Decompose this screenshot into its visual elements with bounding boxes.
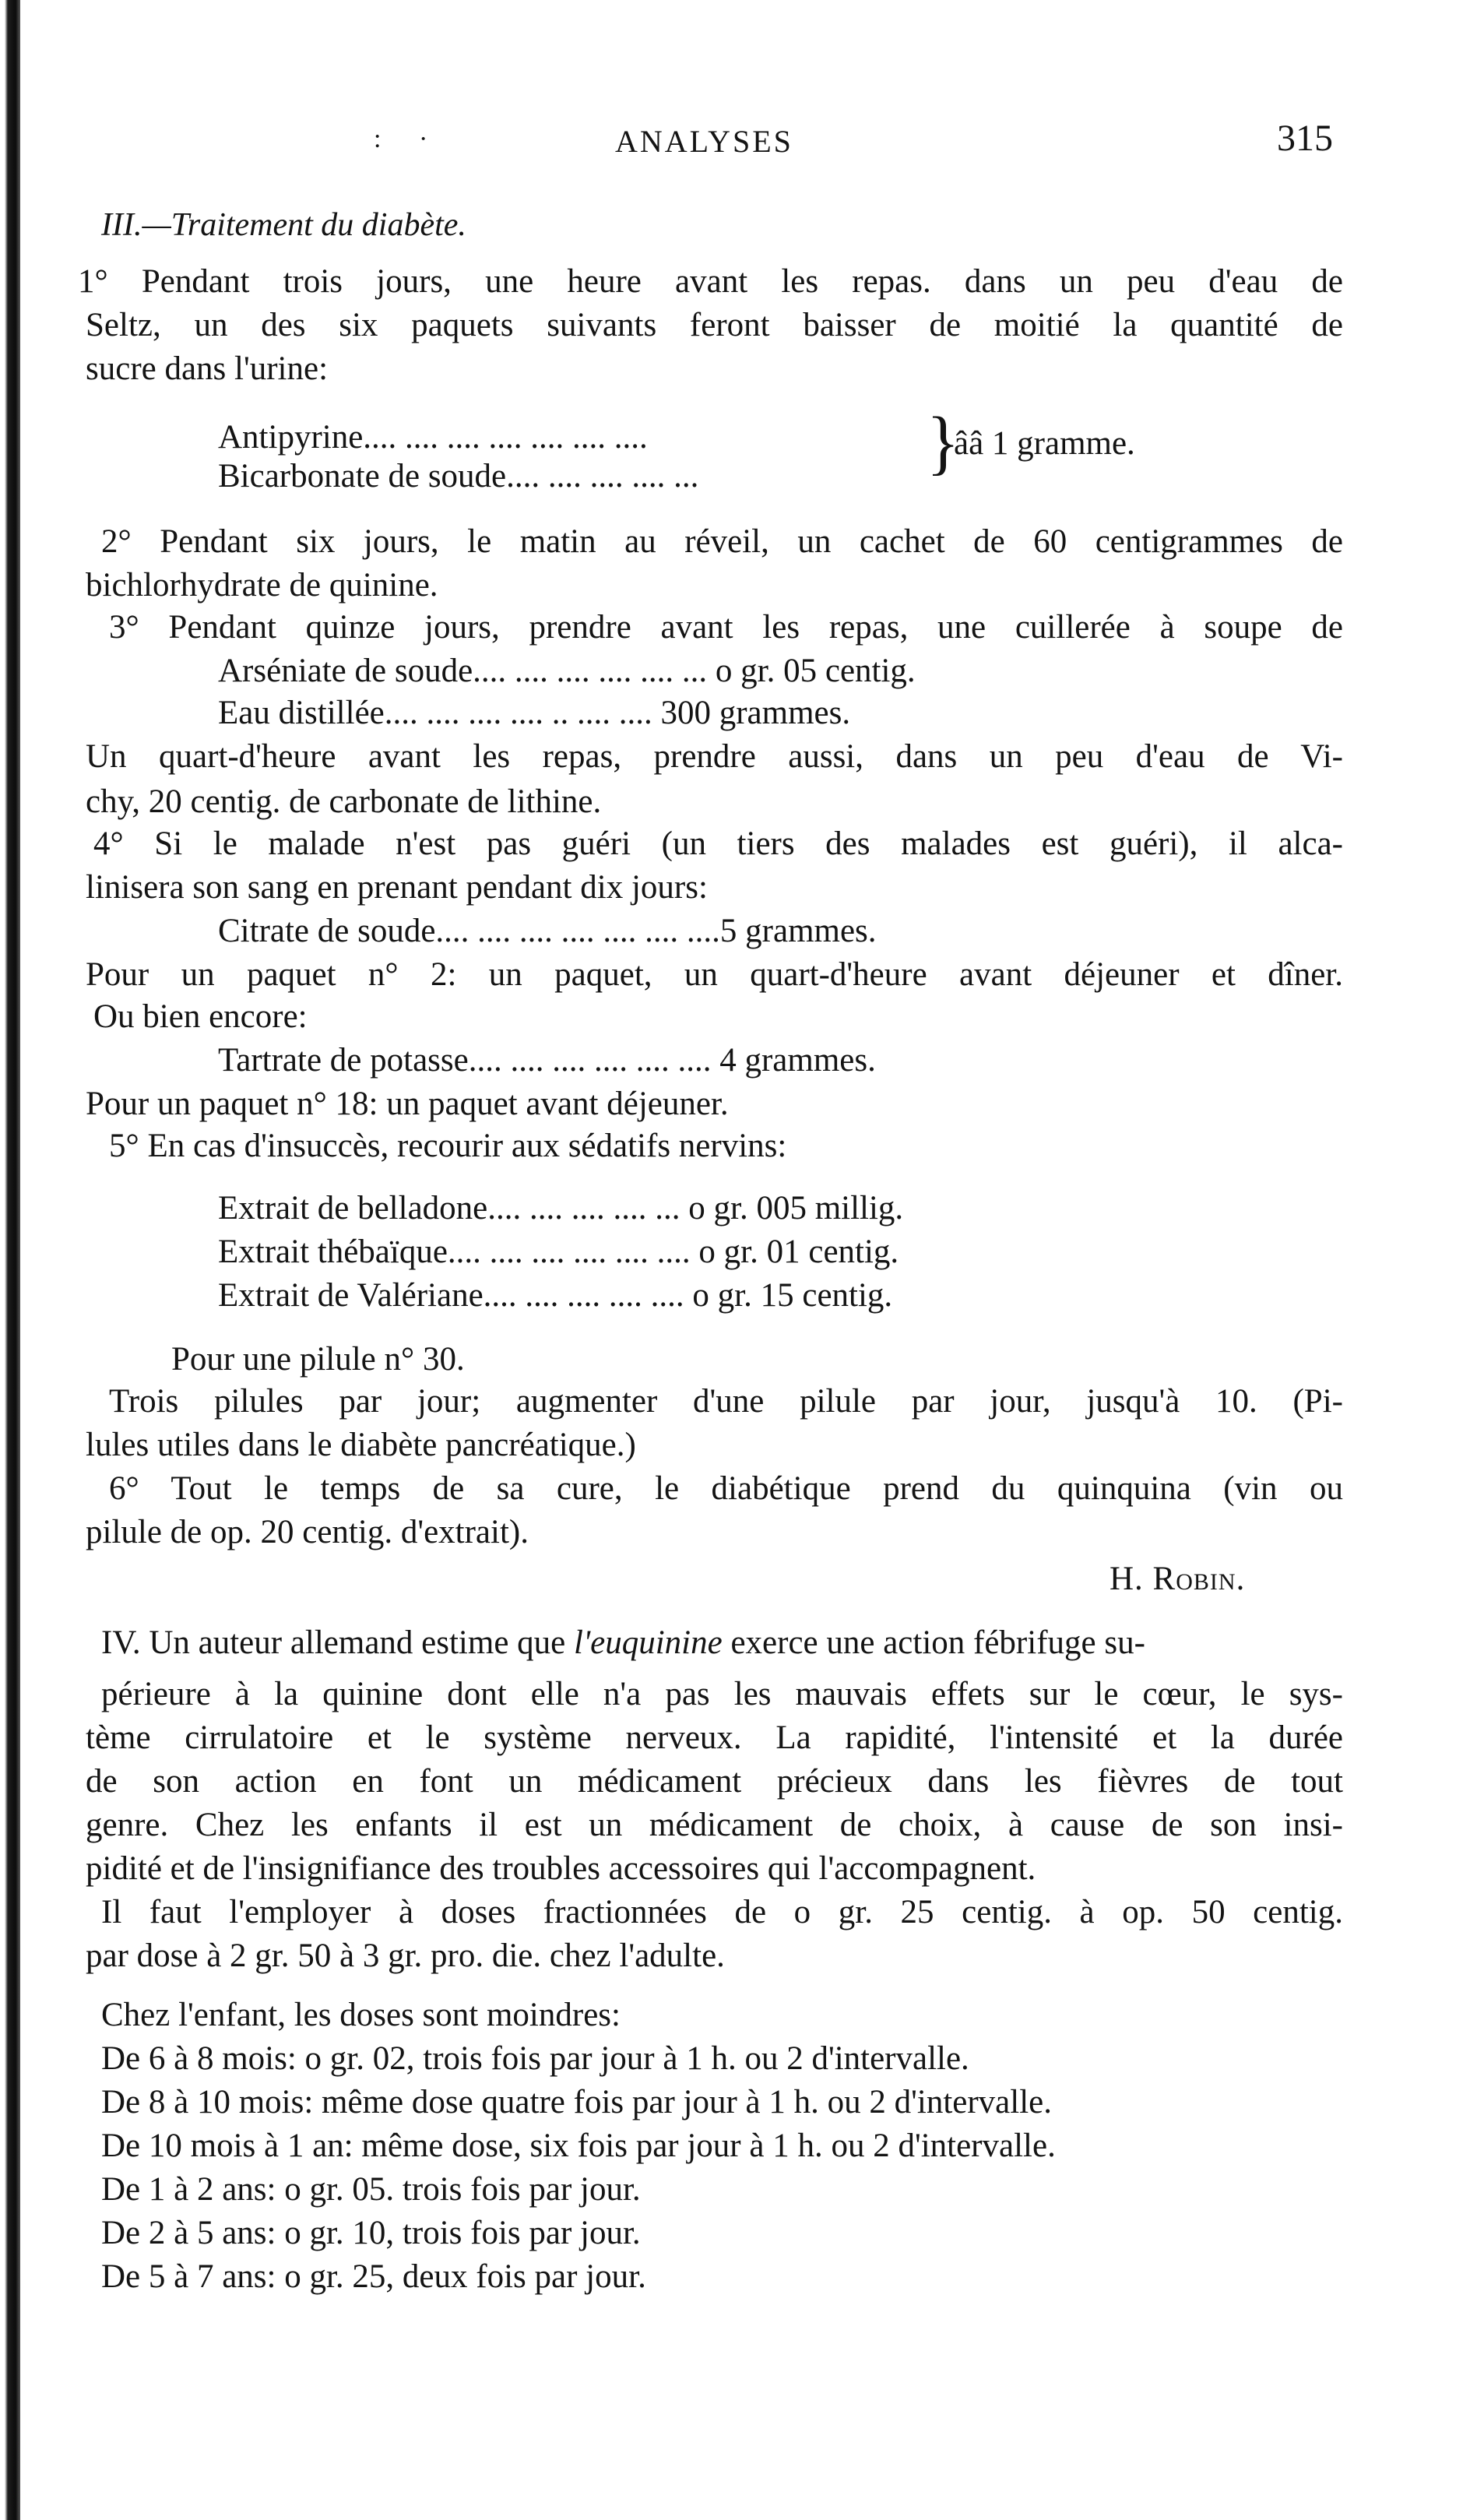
formula-dose: ââ 1 gramme. [954,425,1135,462]
formula-line: Eau distillée.... .... .... .... .. .... .... 300 grammes. [218,695,851,731]
formula-line: Arséniate de soude.... .... .... .... .... ... o gr. 05 centig. [218,653,916,689]
paragraph-line: genre. Chez les enfants il est un médicament de choix, à cause de son insi- [86,1807,1343,1843]
paragraph-line: Il faut l'employer à doses fractionnées de o gr. 25 centig. à op. 50 centig. [101,1894,1343,1930]
paragraph-line: 1° Pendant trois jours, une heure avant les repas. dans un peu d'eau de [78,263,1343,300]
dose-line: De 1 à 2 ans: o gr. 05. trois fois par jour. [101,2171,641,2208]
formula-line: Extrait thébaïque.... .... .... .... .... .... o gr. 01 centig. [218,1234,899,1270]
dose-line: De 10 mois à 1 an: même dose, six fois par jour à 1 h. ou 2 d'intervalle. [101,2128,1056,2164]
paragraph-text: IV. Un auteur allemand estime que [101,1624,574,1661]
paragraph-line: Ou bien encore: [93,998,308,1035]
dose-line: De 6 à 8 mois: o gr. 02, trois fois par jour à 1 h. ou 2 d'intervalle. [101,2040,969,2077]
running-head: ANALYSES [615,124,793,159]
paragraph-text: exerce une action fébrifuge su- [722,1624,1145,1661]
paragraph-line: par dose à 2 gr. 50 à 3 gr. pro. die. chez l'adulte. [86,1938,725,1974]
paragraph-line: 6° Tout le temps de sa cure, le diabétique prend du quinquina (vin ou [109,1470,1343,1507]
dose-line: De 5 à 7 ans: o gr. 25, deux fois par jour. [101,2258,646,2295]
paragraph-line: 3° Pendant quinze jours, prendre avant les repas, une cuillerée à soupe de [109,609,1343,646]
paragraph-line: Pour une pilule n° 30. [171,1341,465,1378]
formula-line: Citrate de soude.... .... .... .... .... .... ....5 grammes. [218,913,877,949]
dose-line: De 2 à 5 ans: o gr. 10, trois fois par jour. [101,2215,641,2251]
paragraph-line: 2° Pendant six jours, le matin au réveil, un cachet de 60 centigrammes de [101,523,1343,560]
paragraph-line [101,1626,1145,1659]
paragraph-line: 5° En cas d'insuccès, recourir aux sédatifs nervins: [109,1128,787,1164]
paragraph-line: sucre dans l'urine: [86,350,329,387]
paragraph-line: Un quart-d'heure avant les repas, prendre aussi, dans un peu d'eau de Vi- [86,738,1343,775]
paragraph-line: pidité et de l'insignifiance des troubles accessoires qui l'accompagnent. [86,1850,1036,1887]
dose-line: De 8 à 10 mois: même dose quatre fois par jour à 1 h. ou 2 d'intervalle. [101,2084,1052,2121]
paragraph-line: Pour un paquet n° 18: un paquet avant déjeuner. [86,1086,729,1122]
formula-line: Tartrate de potasse.... .... .... .... .... .... 4 grammes. [218,1042,876,1079]
paragraph-line: tème cirrulatoire et le système nerveux. La rapidité, l'intensité et la durée [86,1719,1343,1756]
paragraph-line: chy, 20 centig. de carbonate de lithine. [86,783,602,820]
paragraph-line: Pour un paquet n° 2: un paquet, un quart-d'heure avant déjeuner et dîner. [86,956,1343,993]
paragraph-line: Trois pilules par jour; augmenter d'une pilule par jour, jusqu'à 10. (Pi- [109,1383,1343,1420]
page-number: 315 [1277,118,1333,159]
section-title: III.—Traitement du diabète. [101,207,466,243]
paragraph-line: lules utiles dans le diabète pancréatique.) [86,1427,636,1463]
paragraph-line: Chez l'enfant, les doses sont moindres: [101,1997,621,2033]
formula-line: Extrait de Valériane.... .... .... .... .... o gr. 15 centig. [218,1277,893,1314]
formula-line: Extrait de belladone.... .... .... .... ... o gr. 005 millig. [218,1190,904,1227]
paragraph-line: linisera son sang en prenant pendant dix jours: [86,869,708,906]
drug-term: l'euquinine [574,1624,723,1661]
paragraph-line: périeure à la quinine dont elle n'a pas les mauvais effets sur le cœur, le sys- [101,1676,1343,1712]
paragraph-line: bichlorhydrate de quinine. [86,567,438,604]
formula-line: Antipyrine.... .... .... .... .... .... .... [218,419,648,456]
header-ornament: : · [374,125,444,153]
paragraph-line: pilule de op. 20 centig. d'extrait). [86,1514,529,1550]
paragraph-line: 4° Si le malade n'est pas guéri (un tiers des malades est guéri), il alca- [93,825,1343,862]
signature: H. Robin. [1110,1561,1246,1597]
paragraph-line: de son action en font un médicament précieux dans les fièvres de tout [86,1763,1343,1800]
paragraph-line: Seltz, un des six paquets suivants feront baisser de moitié la quantité de [86,307,1343,343]
formula-line: Bicarbonate de soude.... .... .... .... ... [218,458,699,494]
brace: } [927,403,960,483]
